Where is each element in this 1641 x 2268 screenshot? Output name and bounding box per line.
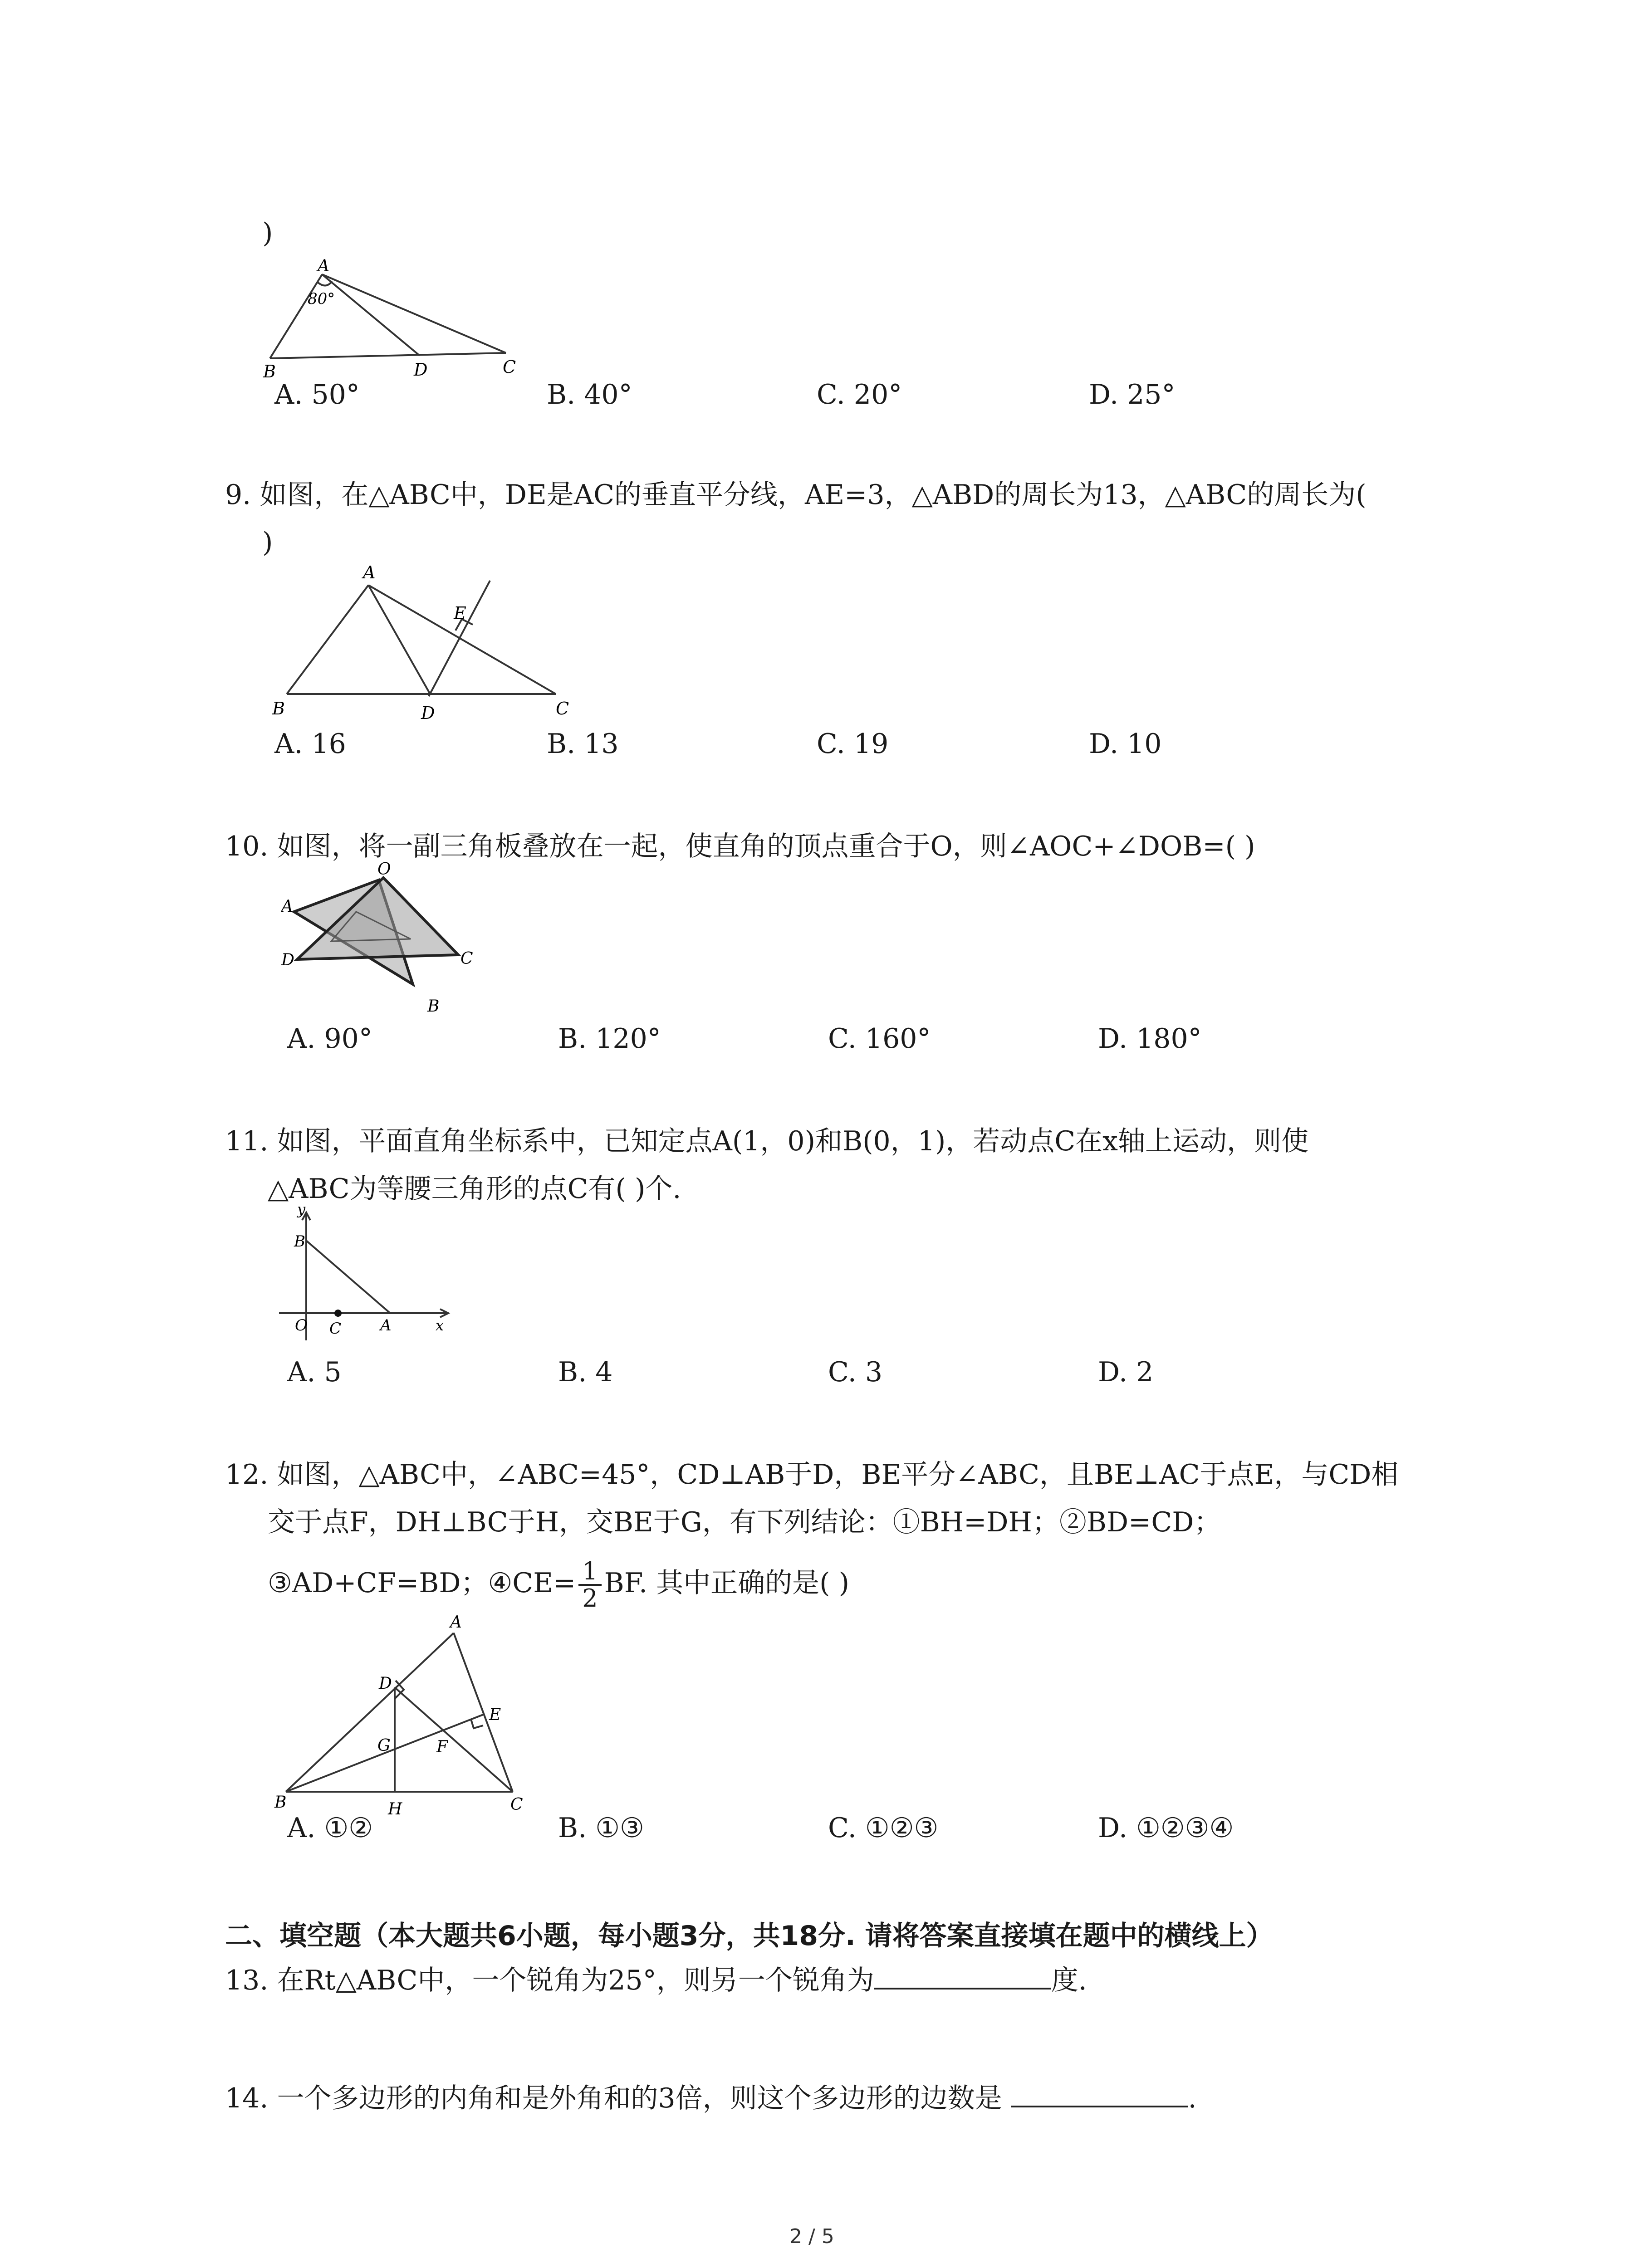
q8-label-a: A (318, 257, 329, 275)
q12-figure (272, 1615, 554, 1823)
q8-option-d: D. 25° (1089, 379, 1176, 411)
q12-fraction (578, 1556, 601, 1613)
q9-segment-ad (368, 585, 430, 694)
q9-perp-bisector (429, 581, 490, 696)
q10-label-a: A (281, 897, 293, 916)
q11-option-b: B. 4 (558, 1356, 613, 1388)
q9-side-ab (287, 585, 368, 694)
q13-answer-blank[interactable] (874, 1983, 1051, 1989)
q14-line (225, 2082, 1197, 2115)
q14-answer-blank[interactable] (1011, 2101, 1188, 2107)
q12-stem-line1: 12. 如图，△ABC中，∠ABC=45°，CD⊥AB于D，BE平分∠ABC，且BE⊥AC于点E，与CD相 (225, 1459, 1399, 1491)
q12-side-ba (286, 1633, 454, 1792)
q12-label-h: H (388, 1800, 402, 1818)
q9-option-a: A. 16 (274, 728, 346, 760)
q9-stem-cont: ) (262, 527, 273, 558)
q8-label-c: C (503, 357, 516, 377)
q10-stem: 10. 如图，将一副三角板叠放在一起，使直角的顶点重合于O，则∠AOC+∠DOB=( ) (225, 831, 1255, 862)
q12-label-e: E (489, 1706, 501, 1724)
q12-option-c: C. ①②③ (828, 1812, 939, 1844)
q12-stem-line3 (268, 1549, 849, 1617)
q13-stem-end: 度. (1051, 1965, 1087, 1996)
q8-stem-cont: ) (262, 217, 273, 249)
q8-figure (254, 254, 544, 381)
q12-option-d: D. ①②③④ (1098, 1812, 1234, 1844)
q9-side-ac (368, 585, 556, 694)
q11-label-x: x (436, 1317, 444, 1334)
q9-stem: 9. 如图，在△ABC中，DE是AC的垂直平分线，AE=3，△ABD的周长为13，△ABC的周长为( (225, 479, 1367, 511)
q12-fraction-numerator: 1 (578, 1559, 601, 1586)
q11-label-o: O (295, 1316, 308, 1334)
q12-line3-pre: ③AD+CF=BD；④CE= (268, 1567, 576, 1599)
q9-option-d: D. 10 (1089, 728, 1162, 760)
q9-option-b: B. 13 (547, 728, 619, 760)
q8-option-b: B. 40° (547, 379, 632, 411)
q10-label-d: D (281, 951, 294, 969)
q10-label-c: C (460, 949, 473, 968)
q10-option-b: B. 120° (558, 1023, 661, 1055)
q11-point-c (334, 1310, 342, 1317)
q8-side-ac (322, 274, 506, 353)
q8-option-c: C. 20° (817, 379, 902, 411)
q9-figure (254, 560, 581, 728)
q9-label-a: A (363, 562, 376, 582)
q14-stem-end: . (1188, 2082, 1197, 2114)
q9-label-d: D (421, 703, 435, 723)
q9-label-c: C (556, 699, 569, 719)
q12-label-c: C (510, 1795, 523, 1814)
q12-label-g: G (377, 1736, 391, 1755)
q11-option-a: A. 5 (287, 1356, 342, 1388)
q8-segment-ad (322, 274, 420, 356)
q11-stem-line1: 11. 如图，平面直角坐标系中，已知定点A(1，0)和B(0，1)，若动点C在x轴上运动，则使 (225, 1125, 1308, 1157)
q12-option-a: A. ①② (287, 1812, 373, 1844)
q8-label-b: B (263, 362, 276, 381)
q8-label-d: D (414, 360, 428, 380)
q12-fraction-denominator: 2 (582, 1584, 598, 1613)
q11-label-a: A (380, 1316, 392, 1334)
q12-label-a: A (450, 1615, 462, 1632)
q8-side-bc (270, 353, 506, 358)
q8-option-a: A. 50° (274, 379, 360, 411)
q11-figure (272, 1204, 463, 1345)
q10-option-a: A. 90° (287, 1023, 372, 1055)
page-number: 2 / 5 (789, 2225, 834, 2248)
q10-option-c: C. 160° (828, 1023, 931, 1055)
q13-line (225, 1964, 1087, 1997)
q9-label-e: E (454, 603, 466, 623)
q11-label-y: y (297, 1204, 306, 1218)
q12-option-b: B. ①③ (558, 1812, 644, 1844)
q10-figure (281, 862, 490, 1025)
q11-label-c: C (329, 1320, 342, 1338)
q14-stem: 14. 一个多边形的内角和是外角和的3倍，则这个多边形的边数是 (225, 2082, 1002, 2114)
q11-stem-line2: △ABC为等腰三角形的点C有( )个. (268, 1173, 681, 1205)
q11-label-b: B (294, 1232, 305, 1251)
q12-line3-post: BF. 其中正确的是( ) (604, 1567, 850, 1599)
q13-stem: 13. 在Rt△ABC中，一个锐角为25°，则另一个锐角为 (225, 1965, 874, 1996)
q10-option-d: D. 180° (1098, 1023, 1202, 1055)
q12-label-b: B (274, 1793, 287, 1812)
q11-option-c: C. 3 (828, 1356, 883, 1388)
q12-right-angle-e (471, 1719, 483, 1728)
q10-label-o: O (377, 862, 391, 879)
q12-label-d: D (379, 1674, 392, 1693)
q12-stem-line2: 交于点F，DH⊥BC于H，交BE于G，有下列结论：①BH=DH；②BD=CD； (268, 1506, 1221, 1538)
q9-option-c: C. 19 (817, 728, 889, 760)
q12-side-ac (454, 1633, 513, 1792)
section-heading: 二、填空题（本大题共6小题，每小题3分，共18分. 请将答案直接填在题中的横线上） (225, 1920, 1274, 1952)
q8-label-angle: 80° (308, 290, 335, 308)
q12-label-f: F (436, 1738, 448, 1756)
q10-label-b: B (427, 997, 440, 1016)
q11-option-d: D. 2 (1098, 1356, 1154, 1388)
q12-segment-cd (395, 1687, 513, 1792)
q11-segment-ab (306, 1241, 390, 1313)
q9-label-b: B (272, 699, 285, 719)
q8-side-ab (270, 274, 322, 358)
